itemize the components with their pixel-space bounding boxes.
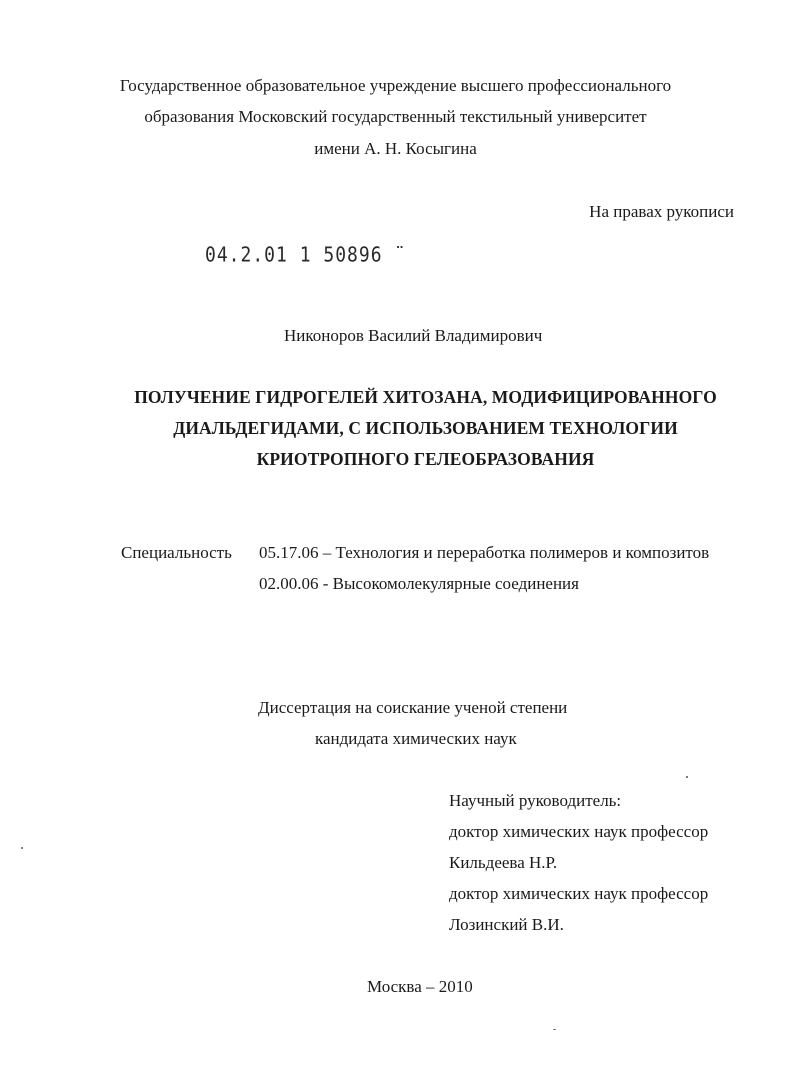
archive-stamp-number: 04.2.01 1 50896 ¨ (205, 243, 407, 268)
specialty-code-1: 05.17.06 – Технология и переработка полимеров и композитов (259, 543, 710, 562)
specialty-code-2: 02.00.06 - Высокомолекулярные соединения (259, 574, 579, 593)
supervisor-heading: Научный руководитель: (449, 791, 622, 810)
specialty-label: Специальность (121, 543, 232, 562)
supervisor-2-name: Лозинский В.И. (449, 915, 564, 934)
supervisor-2-degree: доктор химических наук профессор (449, 884, 709, 903)
supervisor-1-name: Кильдеева Н.Р. (449, 853, 558, 872)
institution-line-3: имени А. Н. Косыгина (314, 139, 477, 158)
supervisor-1-degree: доктор химических наук профессор (449, 822, 709, 841)
thesis-title-line-3: КРИОТРОПНОГО ГЕЛЕОБРАЗОВАНИЯ (256, 449, 595, 469)
scan-speck (21, 847, 23, 849)
thesis-title-line-1: ПОЛУЧЕНИЕ ГИДРОГЕЛЕЙ ХИТОЗАНА, МОДИФИЦИРОВАННОГО (134, 387, 717, 407)
dissertation-degree-line-2: кандидата химических наук (315, 729, 517, 748)
manuscript-rights-note: На правах рукописи (589, 202, 734, 221)
thesis-title-line-2: ДИАЛЬДЕГИДАМИ, С ИСПОЛЬЗОВАНИЕМ ТЕХНОЛОГИИ (173, 418, 678, 438)
scan-speck (686, 776, 688, 778)
institution-line-2: образования Московский государственный текстильный университет (144, 107, 647, 126)
dissertation-degree-line-1: Диссертация на соискание ученой степени (258, 698, 568, 717)
institution-line-1: Государственное образовательное учреждение высшего профессионального (119, 76, 672, 95)
scan-speck (553, 1029, 556, 1030)
author-name: Никоноров Василий Владимирович (284, 326, 543, 345)
place-and-year: Москва – 2010 (367, 977, 473, 996)
